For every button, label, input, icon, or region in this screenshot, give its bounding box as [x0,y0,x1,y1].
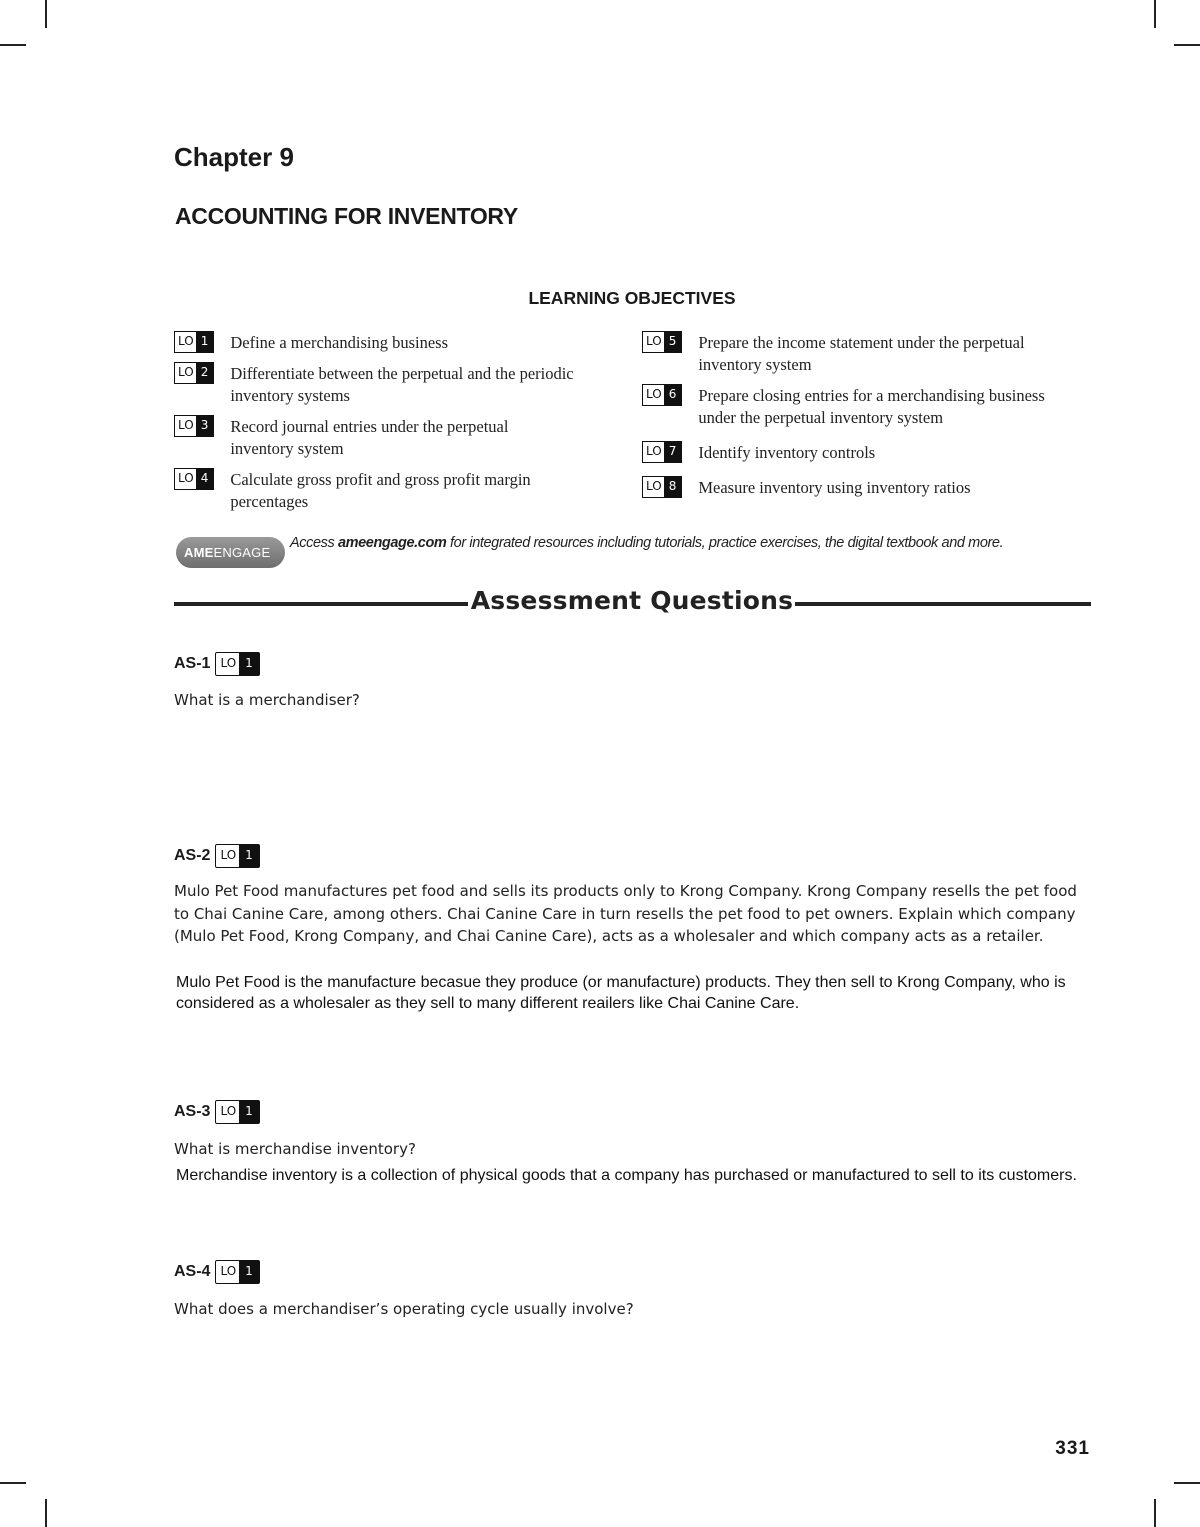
lo-text: Calculate gross profit and gross profit margin percentages [230,470,531,511]
access-prefix: Access [290,535,338,551]
ameengage-link[interactable]: ameengage.com [337,535,447,551]
lo-item [642,331,1092,376]
lo-badge [174,331,214,353]
lo-badge [642,441,682,463]
lo-text: Measure inventory using inventory ratios [698,478,971,497]
lo-badge [642,384,682,406]
lo-badge-number: 3 [196,416,214,436]
lo-text: Prepare closing entries for a merchandising business under the perpetual inventory system [698,386,1045,427]
lo-badge [174,415,214,437]
lo-badge-label: LO [175,469,196,489]
lo-badge-label: LO [220,1104,237,1118]
crop-mark [0,44,26,46]
question-text: What does a merchandiser’s operating cycle usually involve? [174,1300,634,1318]
logo-bold-text: AME [184,545,214,560]
lo-badge-label: LO [175,416,196,436]
access-note [290,534,1050,553]
crop-mark [0,1482,26,1484]
crop-mark [1174,1482,1200,1484]
lo-badge [174,468,214,490]
lo-badge-number: 7 [664,442,682,462]
lo-item [642,476,1092,499]
lo-item [174,468,624,513]
lo-badge-label: LO [643,442,664,462]
lo-badge [642,331,682,353]
question-label [174,652,260,676]
question-text: What is merchandise inventory? [174,1140,416,1158]
lo-badge [215,1100,259,1124]
answer-text[interactable]: Merchandise inventory is a collection of physical goods that a company has purchased or manufactured to sell to its customers. [176,1167,1077,1184]
learning-objectives-heading: LEARNING OBJECTIVES [528,288,736,308]
logo-light-text: ENGAGE [213,545,271,560]
question-id: AS-3 [174,1103,211,1120]
answer-text[interactable]: Mulo Pet Food is the manufacture becasue they produce (or manufacture) products. They then sell to Krong Company, who is considered as a wholesaler as they sell to many different reailers like Chai Canine Care. [176,974,1066,1012]
lo-text: Identify inventory controls [698,443,876,462]
page-number: 331 [1055,1438,1090,1459]
lo-badge-label: LO [220,848,237,862]
lo-badge-number: 1 [239,653,259,675]
learning-objectives-left [174,331,624,513]
access-suffix: for integrated resources including tutorials, practice exercises, the digital textbook and more. [446,535,1004,551]
crop-mark [45,0,47,28]
lo-badge-label: LO [643,332,664,352]
section-rule-left [174,602,468,606]
lo-text: Differentiate between the perpetual and the periodic inventory systems [230,364,574,405]
lo-badge-label: LO [220,656,237,670]
question-id: AS-1 [174,655,211,672]
lo-badge [642,476,682,498]
learning-objectives-right [642,331,1092,499]
lo-text: Record journal entries under the perpetual inventory system [230,417,509,458]
lo-badge-label: LO [175,332,196,352]
lo-badge [174,362,214,384]
lo-badge-number: 4 [196,469,214,489]
question-label [174,844,260,868]
chapter-title: Chapter 9 [174,142,294,172]
question-text: What is a merchandiser? [174,691,360,709]
lo-badge [215,1260,259,1284]
section-title: Assessment Questions [470,586,794,615]
lo-badge-label: LO [643,385,664,405]
lo-badge-number: 1 [239,1261,259,1283]
crop-mark [45,1499,47,1527]
question-id: AS-2 [174,847,211,864]
crop-mark [1154,0,1156,28]
ameengage-logo [176,537,285,568]
lo-item [642,384,1092,429]
chapter-subtitle: ACCOUNTING FOR INVENTORY [175,203,518,229]
lo-badge-label: LO [175,363,196,383]
lo-badge-label: LO [643,477,664,497]
lo-badge-label: LO [220,1264,237,1278]
crop-mark [1174,44,1200,46]
lo-badge-number: 5 [664,332,682,352]
section-rule-right [795,602,1091,606]
lo-item [174,415,624,460]
lo-text: Prepare the income statement under the perpetual inventory system [698,333,1025,374]
lo-badge [215,844,259,868]
lo-text: Define a merchandising business [230,333,448,352]
lo-badge-number: 6 [664,385,682,405]
lo-badge-number: 1 [239,1101,259,1123]
lo-item [174,331,624,354]
question-id: AS-4 [174,1263,211,1280]
question-text: Mulo Pet Food manufactures pet food and sells its products only to Krong Company. Krong Company resells the pet food to Chai Canine Care, among others. Chai Canine Care in turn resells the pet food to pet owners. Explain which company (Mulo Pet Food, Krong Company, and Chai Canine Care), acts as a wholesaler and which company acts as a retailer. [174,882,1077,945]
lo-badge [215,652,259,676]
question-label [174,1260,260,1284]
lo-badge-number: 1 [239,845,259,867]
crop-mark [1154,1499,1156,1527]
lo-badge-number: 2 [196,363,214,383]
question-label [174,1100,260,1124]
lo-item [174,362,624,407]
lo-item [642,441,1092,464]
lo-badge-number: 8 [664,477,682,497]
lo-badge-number: 1 [196,332,214,352]
